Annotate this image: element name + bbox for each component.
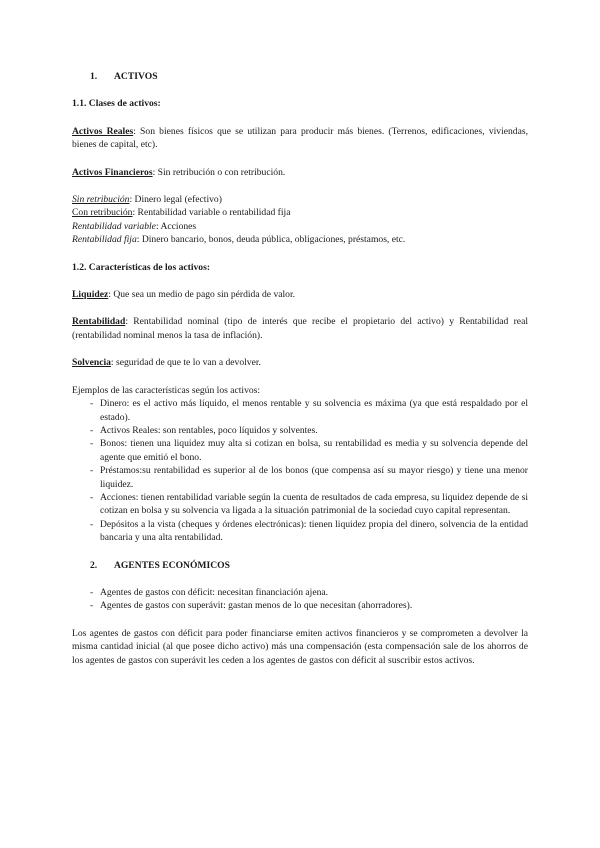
type-term: Con retribución bbox=[72, 207, 133, 219]
type-text: : Dinero bancario, bonos, deuda pública, obligaciones, préstamos, etc. bbox=[136, 234, 406, 246]
type-line bbox=[72, 220, 528, 233]
type-line bbox=[72, 233, 528, 246]
examples-list bbox=[72, 397, 528, 544]
section-1-title: ACTIVOS bbox=[114, 71, 158, 82]
list-item: - Dinero: es el activo más líquido, el menos rentable y su solvencia es máxima (ya que está respaldado por el estado). bbox=[72, 397, 528, 424]
type-text: : Rentabilidad variable o rentabilidad fija bbox=[132, 207, 291, 219]
activos-reales-text: : Son bienes físicos que se utilizan para producir más bienes. (Terrenos, edificaciones, viviendas, bienes de capital, etc). bbox=[72, 125, 528, 151]
examples-intro: Ejemplos de las características según los activos: bbox=[72, 384, 261, 396]
type-text: : Acciones bbox=[155, 220, 197, 232]
liquidez-text: : Que sea un medio de pago sin pérdida de valor. bbox=[108, 289, 296, 301]
section-1-number: 1. bbox=[90, 71, 98, 82]
liquidez-term: Liquidez bbox=[72, 289, 109, 301]
liquidez-paragraph bbox=[72, 288, 528, 301]
rentabilidad-text: : Rentabilidad nominal (tipo de interés que recibe el propietario del activo) y Rentabilidad real (rentabilidad nominal menos la tasa de inflación). bbox=[72, 316, 528, 341]
type-line bbox=[72, 193, 528, 206]
document-page bbox=[72, 70, 528, 681]
activos-financieros-text: : Sin retribución o con retribución. bbox=[152, 166, 286, 178]
section-2-number: 2. bbox=[90, 559, 98, 571]
list-item: - Agentes de gastos con superávit: gastan menos de lo que necesitan (ahorradores). bbox=[72, 599, 528, 612]
solvencia-paragraph bbox=[72, 356, 528, 369]
section-2-title: AGENTES ECONÓMICOS bbox=[114, 559, 230, 571]
type-term: Sin retribución bbox=[72, 194, 130, 206]
rentabilidad-term: Rentabilidad bbox=[72, 316, 126, 328]
section-2-heading bbox=[90, 559, 528, 572]
list-item: - Depósitos a la vista (cheques y órdenes electrónicas): tienen liquidez propia del dinero, solvencia de la entidad bancaria y una alta rentabilidad. bbox=[72, 518, 528, 545]
agents-paragraph: Los agentes de gastos con déficit para poder financiarse emiten activos financieros y se comprometen a devolver la misma cantidad inicial (al que posee dicho activo) más una compensación (esta compensación sale de los ahorros de los agentes de gastos con superávit les ceden a los agentes de gastos con déficit al suscribir estos activos. bbox=[72, 627, 528, 666]
agents-list bbox=[72, 586, 528, 613]
activos-financieros-term: Activos Financieros bbox=[72, 166, 153, 178]
list-item: - Préstamos:su rentabilidad es superior al de los bonos (que compensa así su mayor riesgo) y tiene una menor liquidez. bbox=[72, 464, 528, 491]
retribution-types bbox=[72, 193, 528, 247]
solvencia-text: : seguridad de que te lo van a devolver. bbox=[110, 357, 261, 369]
solvencia-term: Solvencia bbox=[72, 357, 111, 369]
activos-financieros-paragraph bbox=[72, 166, 528, 179]
subsection-1-2-heading: 1.2. Características de los activos: bbox=[72, 261, 211, 273]
type-term: Rentabilidad fija bbox=[72, 234, 137, 246]
type-text: : Dinero legal (efectivo) bbox=[129, 194, 222, 206]
list-item: - Agentes de gastos con déficit: necesitan financiación ajena. bbox=[72, 586, 528, 599]
subsection-1-1-heading: 1.1. Clases de activos: bbox=[72, 98, 161, 110]
list-item: - Activos Reales: son rentables, poco líquidos y solventes. bbox=[72, 424, 528, 437]
type-term: Rentabilidad variable bbox=[72, 220, 156, 232]
section-1-heading bbox=[90, 70, 528, 83]
rentabilidad-paragraph bbox=[72, 315, 528, 342]
activos-reales-paragraph bbox=[72, 125, 528, 152]
list-item: - Acciones: tienen rentabilidad variable según la cuenta de resultados de cada empresa, su liquidez depende de si cotizan en bolsa y su solvencia va ligada a la situación patrimonial de la sociedad cuyo capital representan. bbox=[72, 491, 528, 518]
type-line bbox=[72, 206, 528, 219]
activos-reales-term: Activos Reales bbox=[72, 125, 134, 137]
list-item: - Bonos: tienen una liquidez muy alta si cotizan en bolsa, su rentabilidad es media y su solvencia depende del agente que emitió el bono. bbox=[72, 437, 528, 464]
